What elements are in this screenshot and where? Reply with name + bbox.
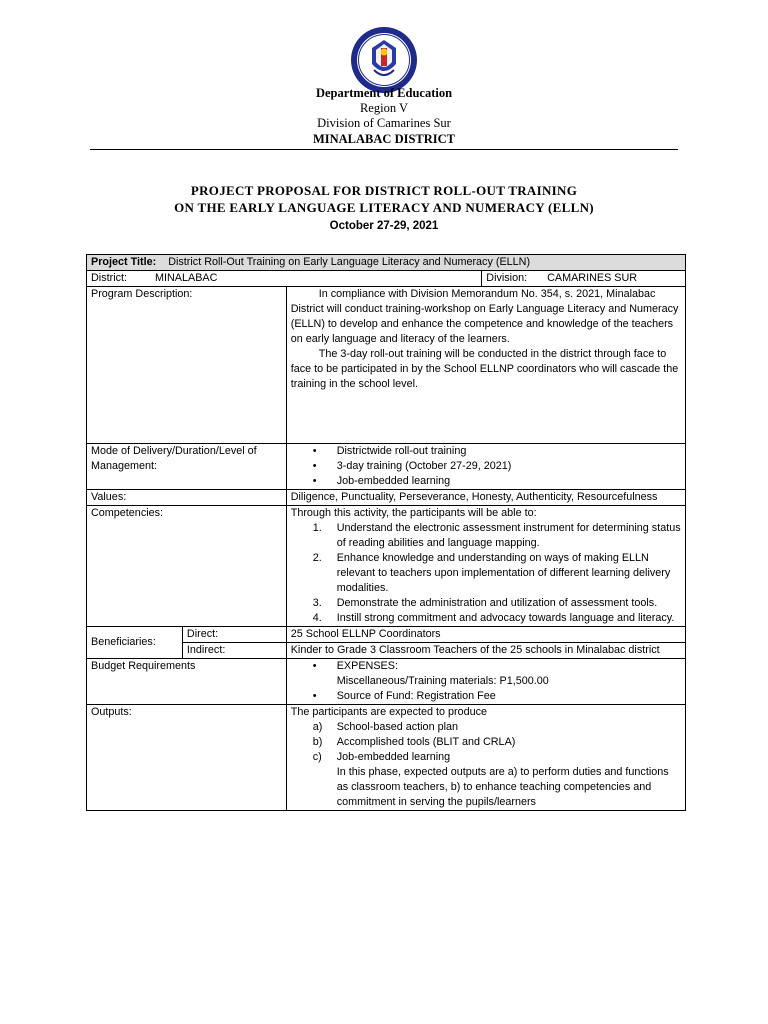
proposal-date: October 27-29, 2021 xyxy=(329,220,439,232)
program-paragraph-1: In compliance with Division Memorandum No. 354, s. 2021, Minalabac District will conduct training-workshop on Early Language Literacy and Numeracy (ELLN) to develop and enhance the competence and knowledge of the teachers on early language and literacy of the learners. xyxy=(290,288,679,345)
region-name: Region V xyxy=(359,101,409,115)
district-value: MINALABAC xyxy=(155,272,218,284)
competency-item: 2. Enhance knowledge and understanding on ways of making ELLN relevant to teachers upon implementation of different learning delivery modalities. xyxy=(312,552,671,594)
competencies-list xyxy=(291,521,681,626)
indirect-value: Kinder to Grade 3 Classroom Teachers of the 25 schools in Minalabac district xyxy=(286,643,685,659)
division-value: CAMARINES SUR xyxy=(547,272,638,284)
header-divider xyxy=(90,149,678,150)
output-item: b) Accomplished tools (BLIT and CRLA) xyxy=(312,736,516,748)
program-paragraph-2: The 3-day roll-out training will be conducted in the district through face to face to be participated in by the School ELLNP coordinators who will cascade the training in the school level. xyxy=(290,348,679,390)
beneficiaries-label: Beneficiaries: xyxy=(87,627,183,659)
budget-label: Budget Requirements xyxy=(87,659,287,705)
division-label: Division: xyxy=(486,272,528,284)
competency-item: 1. Understand the electronic assessment instrument for determining status of reading abilities and language mapping. xyxy=(312,522,681,549)
mode-of-delivery-row xyxy=(87,444,686,490)
mode-item: • Job-embedded learning xyxy=(291,474,681,489)
budget-expenses: • EXPENSES: xyxy=(291,659,681,674)
department-name: Department of Education xyxy=(315,86,453,100)
indirect-label: Indirect: xyxy=(182,643,286,659)
mode-item: • Districtwide roll-out training xyxy=(291,444,681,459)
budget-list xyxy=(291,659,681,674)
competencies-intro: Through this activity, the participants will be able to: xyxy=(290,507,537,519)
values-row xyxy=(87,490,686,506)
deped-seal-logo xyxy=(350,26,418,94)
district-row xyxy=(87,271,686,287)
district-label: District: xyxy=(91,272,127,284)
values-value: Diligence, Punctuality, Perseverance, Honesty, Authenticity, Resourcefulness xyxy=(286,490,685,506)
output-item: a) School-based action plan xyxy=(312,721,458,733)
outputs-intro: The participants are expected to produce xyxy=(290,706,487,718)
outputs-phase-text: In this phase, expected outputs are a) to perform duties and functions as classroom teachers, b) to enhance teaching competencies and commitment in serving the pupils/learners xyxy=(336,766,669,808)
district-name: MINALABAC DISTRICT xyxy=(312,132,456,146)
competency-item: 3. Demonstrate the administration and utilization of assessment tools. xyxy=(312,597,658,609)
direct-value: 25 School ELLNP Coordinators xyxy=(286,627,685,643)
outputs-row xyxy=(87,705,686,811)
project-title-value: District Roll-Out Training on Early Language Literacy and Numeracy (ELLN) xyxy=(168,256,531,268)
proposal-title-line-2: ON THE EARLY LANGUAGE LITERACY AND NUMERACY (ELLN) xyxy=(174,200,594,215)
program-description-label: Program Description: xyxy=(87,287,287,444)
competencies-label: Competencies: xyxy=(87,506,287,627)
proposal-table xyxy=(86,254,686,811)
mode-item: • 3-day training (October 27-29, 2021) xyxy=(291,459,681,474)
project-title-row xyxy=(87,255,686,271)
competency-item: 4. Instill strong commitment and advocacy towards language and literacy. xyxy=(312,612,675,624)
outputs-list xyxy=(291,720,681,765)
competencies-row xyxy=(87,506,686,627)
proposal-title-line-1: PROJECT PROPOSAL FOR DISTRICT ROLL-OUT TRAINING xyxy=(190,183,578,198)
direct-label: Direct: xyxy=(182,627,286,643)
program-description-row xyxy=(87,287,686,444)
budget-source-list xyxy=(291,689,681,704)
beneficiaries-direct-row xyxy=(87,627,686,643)
budget-row xyxy=(87,659,686,705)
values-label: Values: xyxy=(87,490,287,506)
budget-misc: Miscellaneous/Training materials: P1,500.00 xyxy=(336,675,549,687)
mode-label: Mode of Delivery/Duration/Level of Management: xyxy=(87,444,287,490)
division-name: Division of Camarines Sur xyxy=(317,116,451,130)
mode-list xyxy=(291,444,681,489)
project-title-label: Project Title: xyxy=(91,256,157,268)
output-item: c) Job-embedded learning xyxy=(312,751,451,763)
budget-source: • Source of Fund: Registration Fee xyxy=(291,689,681,704)
outputs-label: Outputs: xyxy=(87,705,287,811)
